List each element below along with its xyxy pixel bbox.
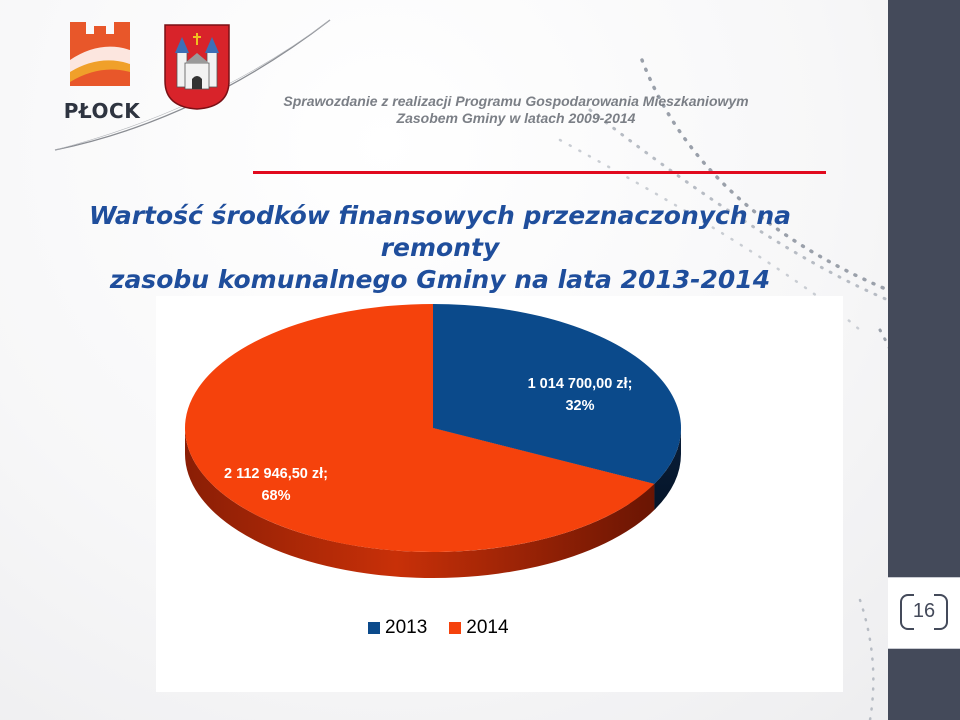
data-label-value-2014: 2 112 946,50 zł; [224,466,328,482]
legend-label-2014: 2014 [466,617,509,638]
page-number: 16 [912,600,936,622]
data-label-percent-2014: 68% [261,488,291,504]
brand-name: PŁOCK [63,99,141,123]
legend-swatch-2013 [368,622,380,634]
legend-swatch-2014 [449,622,461,634]
slide-title-line-2: zasobu komunalnego Gminy na lata 2013-2014 [109,265,771,294]
report-header-line-1: Sprawozdanie z realizacji Programu Gospodarowania Mieszkaniowym [283,93,749,109]
report-header-line-2: Zasobem Gminy w latach 2009-2014 [396,110,636,126]
slide-title-line-1: Wartość środków finansowych przeznaczonych na remonty [88,201,792,262]
data-label-percent-2013: 32% [565,398,595,414]
data-label-value-2013: 1 014 700,00 zł; [527,376,633,392]
chart-legend [368,616,509,640]
legend-label-2013: 2013 [385,617,428,638]
